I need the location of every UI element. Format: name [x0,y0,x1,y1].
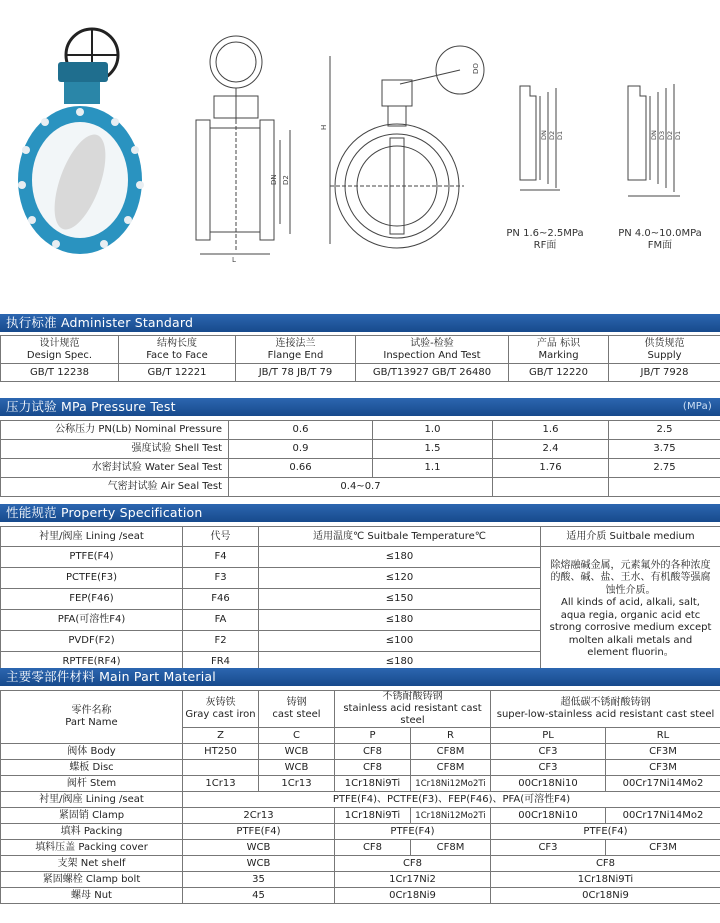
material-part-label: 阀体 Body [1,744,183,760]
material-cell: 0Cr18Ni9 [491,888,720,904]
material-cell: WCB [259,744,335,760]
material-cell: CF3 [491,760,606,776]
svg-text:D2: D2 [666,130,674,140]
pressure-value: 1.76 [493,459,609,478]
property-code: F4 [183,547,259,568]
property-header-temp: 适用温度℃ Suitbale Temperature℃ [259,527,541,547]
property-code: F2 [183,631,259,652]
material-cell: CF8 [335,760,411,776]
pressure-unit: (MPa) [682,401,712,412]
material-row-lining [1,792,720,808]
pressure-empty-cell [609,478,720,497]
svg-text:D2: D2 [548,130,556,140]
material-table [0,690,720,904]
standard-value: JB/T 7928 [609,364,720,382]
property-temp: ≤180 [259,610,541,631]
property-medium-cell [541,547,720,673]
material-cell: CF3M [606,840,720,856]
material-code: RL [606,728,720,744]
material-code: C [259,728,335,744]
property-temp: ≤180 [259,652,541,673]
material-cell: 1Cr18Ni9Ti [335,808,411,824]
property-header-lining: 衬里/阀座 Lining /seat [1,527,183,547]
material-cell: 00Cr17Ni14Mo2 [606,776,720,792]
rf-pressure-label: PN 1.6~2.5MPa [506,228,584,239]
material-row-net-shelf [1,856,720,872]
material-cell: PTFE(F4)、PCTFE(F3)、FEP(F46)、PFA(可溶性F4) [183,792,720,808]
material-cell: 00Cr17Ni14Mo2 [606,808,720,824]
standard-header-supply: 供货规范 Supply [609,336,720,364]
pressure-value: 0.66 [229,459,373,478]
material-cell: 1Cr17Ni2 [335,872,491,888]
material-code: Z [183,728,259,744]
material-cell: 45 [183,888,335,904]
material-code: PL [491,728,606,744]
property-lining: PVDF(F2) [1,631,183,652]
material-cell: CF8 [335,840,411,856]
material-cell: 1Cr18Ni9Ti [491,872,720,888]
standard-table [0,335,720,382]
property-section-title: 性能规范 Property Specification [0,504,720,522]
material-part-label: 螺母 Nut [1,888,183,904]
property-code: FA [183,610,259,631]
property-lining: PCTFE(F3) [1,568,183,589]
medium-text-cn: 除熔融碱金属，元素氟外的各种浓度的酸、碱、盐、王水、有机酸等强腐蚀性介质。 [550,559,711,596]
svg-text:DN: DN [540,130,548,140]
property-code: F3 [183,568,259,589]
property-row [1,547,720,568]
property-code: F46 [183,589,259,610]
material-row-stem [1,776,720,792]
pressure-section-title [0,398,720,416]
standard-section-title: 执行标准 Administer Standard [0,314,720,332]
standard-header-test: 试验-检验 Inspection And Test [356,336,509,364]
svg-text:DN: DN [650,130,658,140]
pressure-value: 1.0 [373,421,493,440]
material-part-label: 填料 Packing [1,824,183,840]
standard-value-row [1,364,720,382]
svg-text:D3: D3 [658,130,666,140]
material-cell: CF8 [335,744,411,760]
material-part-label: 衬里/阀座 Lining /seat [1,792,183,808]
svg-text:H: H [320,124,328,130]
valve-drawings [0,0,720,300]
pressure-value: 0.9 [229,440,373,459]
material-cell: 1Cr13 [259,776,335,792]
valve-photo [18,29,144,254]
material-part-label: 填料压盖 Packing cover [1,840,183,856]
material-cell: 2Cr13 [183,808,335,824]
pressure-value: 2.4 [493,440,609,459]
material-cell: 1Cr18Ni9Ti [335,776,411,792]
standard-header-flange: 连接法兰 Flange End [236,336,356,364]
svg-text:D2: D2 [282,175,290,185]
pressure-empty-cell [493,478,609,497]
material-cell: 00Cr18Ni10 [491,808,606,824]
pressure-row-label: 水密封试验 Water Seal Test [1,459,229,478]
material-cell: CF3 [491,840,606,856]
material-cell: PTFE(F4) [491,824,720,840]
material-row-packing [1,824,720,840]
material-cell: HT250 [183,744,259,760]
property-temp: ≤180 [259,547,541,568]
pressure-row-label: 公称压力 PN(Lb) Nominal Pressure [1,421,229,440]
property-header-medium: 适用介质 Suitbale medium [541,527,720,547]
side-view-drawing [196,36,290,254]
svg-text:D1: D1 [556,130,564,140]
material-cell: 35 [183,872,335,888]
standard-header-row [1,336,720,364]
material-part-label: 紧固螺栓 Clamp bolt [1,872,183,888]
material-cell: CF8M [411,760,491,776]
pressure-row-water [1,459,720,478]
material-cell: WCB [183,840,335,856]
fm-face-label: FM面 [647,240,673,251]
material-cell-empty [183,760,259,776]
pressure-row-shell [1,440,720,459]
property-temp: ≤150 [259,589,541,610]
material-group-gray-iron: 灰铸铁 Gray cast iron [183,691,259,728]
material-cell: 1Cr13 [183,776,259,792]
pressure-value: 1.5 [373,440,493,459]
material-group-super-low: 超低碳不锈耐酸铸钢 super-low-stainless acid resistant cast steel [491,691,720,728]
standard-header-design: 设计规范 Design Spec. [1,336,119,364]
material-part-label: 紧固销 Clamp [1,808,183,824]
rf-face-label: RF面 [533,240,557,251]
property-lining: RPTFE(RF4) [1,652,183,673]
material-cell: CF3 [491,744,606,760]
material-group-row [1,691,720,728]
standard-value: JB/T 78 JB/T 79 [236,364,356,382]
property-table [0,526,720,673]
pressure-title-text: 压力试验 MPa Pressure Test [6,399,176,414]
material-cell: 00Cr18Ni10 [491,776,606,792]
material-cell: PTFE(F4) [183,824,335,840]
standard-value: GB/T 12238 [1,364,119,382]
material-cell: CF8M [411,744,491,760]
property-header-row [1,527,720,547]
svg-text:D1: D1 [674,130,682,140]
material-cell: 0Cr18Ni9 [335,888,491,904]
standard-value: GB/T13927 GB/T 26480 [356,364,509,382]
material-code: R [411,728,491,744]
standard-value: GB/T 12220 [509,364,609,382]
property-temp: ≤100 [259,631,541,652]
material-cell: 1Cr18Ni12Mo2Ti [411,776,491,792]
material-cell: CF8 [335,856,491,872]
material-cell: WCB [183,856,335,872]
material-part-label: 蝶板 Disc [1,760,183,776]
material-code: P [335,728,411,744]
material-cell: CF8 [491,856,720,872]
property-code: FR4 [183,652,259,673]
pressure-row-label: 气密封试验 Air Seal Test [1,478,229,497]
material-group-stainless: 不锈耐酸铸钢 stainless acid resistant cast steel [335,691,491,728]
pressure-value: 0.6 [229,421,373,440]
svg-text:DN: DN [270,174,278,185]
material-cell: CF8M [411,840,491,856]
material-part-label: 支架 Net shelf [1,856,183,872]
material-part-label: 阀杆 Stem [1,776,183,792]
property-lining: FEP(F46) [1,589,183,610]
material-cell: CF3M [606,760,720,776]
pressure-air-value: 0.4~0.7 [229,478,493,497]
material-row-body [1,744,720,760]
property-header-code: 代号 [183,527,259,547]
material-cell: CF3M [606,744,720,760]
pressure-value: 3.75 [609,440,720,459]
material-row-disc [1,760,720,776]
svg-text:L: L [232,256,236,264]
valve-drawings-svg [0,0,720,300]
pressure-table [0,420,720,497]
property-temp: ≤120 [259,568,541,589]
material-group-cast-steel: 铸钢 cast steel [259,691,335,728]
property-lining: PFA(可溶性F4) [1,610,183,631]
material-cell: WCB [259,760,335,776]
pressure-row-air [1,478,720,497]
standard-value: GB/T 12221 [119,364,236,382]
svg-text:DO: DO [472,63,480,74]
material-section-title: 主要零部件材料 Main Part Material [0,668,720,686]
pressure-row-nominal [1,421,720,440]
standard-header-face: 结构长度 Face to Face [119,336,236,364]
property-lining: PTFE(F4) [1,547,183,568]
material-part-name-header: 零件名称 Part Name [1,691,183,744]
pressure-value: 2.75 [609,459,720,478]
material-row-packing-cover [1,840,720,856]
pressure-value: 1.1 [373,459,493,478]
pressure-value: 1.6 [493,421,609,440]
front-view-drawing [330,46,484,248]
material-cell: 1Cr18Ni12Mo2Ti [411,808,491,824]
material-row-clamp [1,808,720,824]
material-row-nut [1,888,720,904]
fm-pressure-label: PN 4.0~10.0MPa [618,228,702,239]
medium-text-en: All kinds of acid, alkali, salt, aqua regia, organic acid etc strong corrosive medium except molten alkali metals and element fluorin。 [549,597,712,658]
material-row-clamp-bolt [1,872,720,888]
standard-header-marking: 产品 标识 Marking [509,336,609,364]
pressure-value: 2.5 [609,421,720,440]
pressure-row-label: 强度试验 Shell Test [1,440,229,459]
material-cell: PTFE(F4) [335,824,491,840]
